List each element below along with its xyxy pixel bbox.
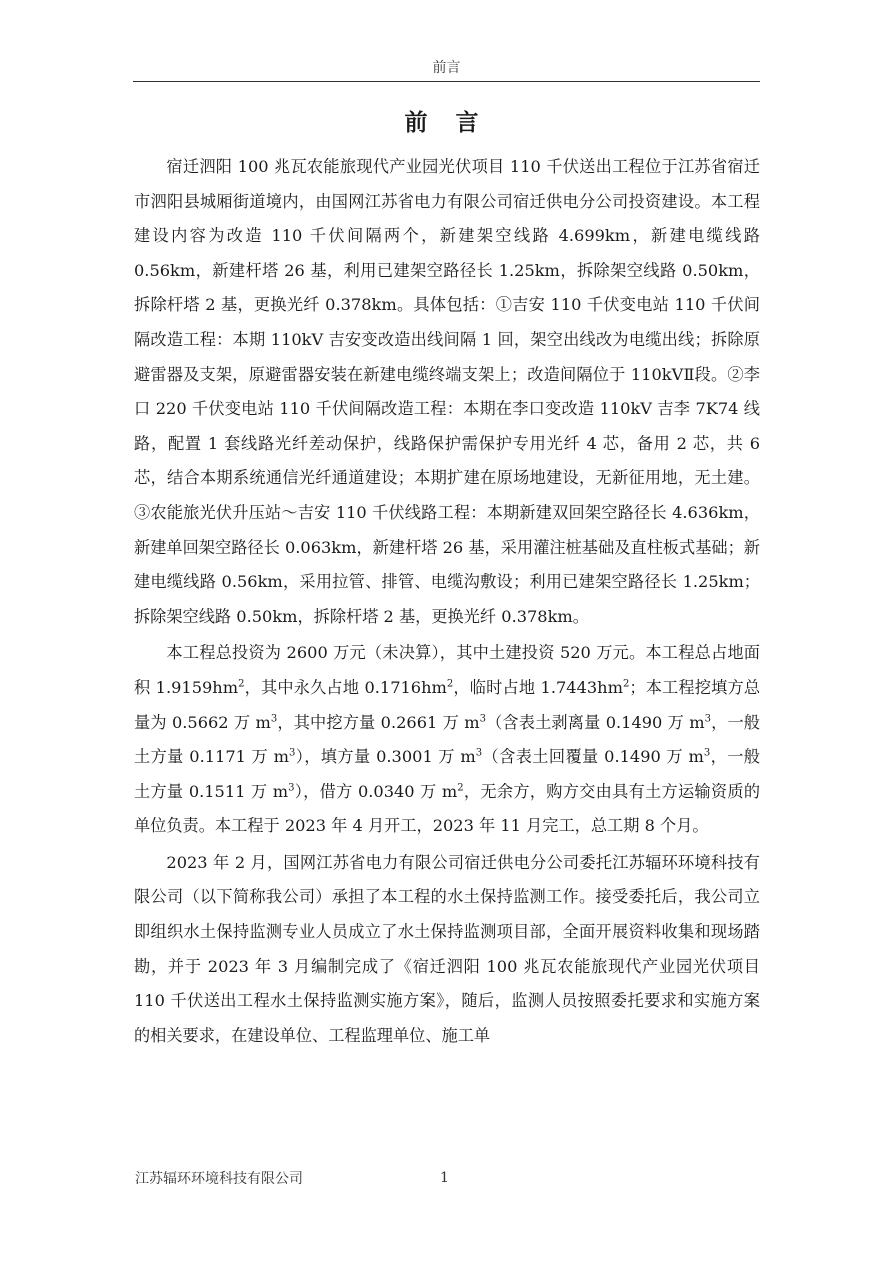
text-segment: （含表土回覆量 0.1490 万 m <box>482 747 704 767</box>
text-segment: ，一般土方量 0.1511 万 m <box>134 747 760 801</box>
superscript: 2 <box>446 678 454 690</box>
superscript: 3 <box>475 747 483 759</box>
text-segment: 本工程总投资为 2600 万元（未决算），其中土建投资 520 万元。本工程总占地面积 1.9159hm <box>134 643 760 697</box>
text-segment: ，无余方，购方交由具有土方运输资质的单位负责。本工程于 2023 年 4 月开工，2023 年 11 月完工，总工期 8 个月。 <box>134 781 761 836</box>
superscript: 3 <box>288 747 296 759</box>
running-header: 前言 <box>432 60 461 76</box>
superscript: 2 <box>457 782 464 794</box>
paragraph-monitoring-commission: 2023 年 2 月，国网江苏省电力有限公司宿迁供电分公司委托江苏辐环环境科技有限公司（以下简称我公司）承担了本工程的水土保持监测工作。接受委托后，我公司立即组织水土保持监测专业人员成立了水土保持监测项目部，全面开展资料收集和现场踏勘，并于 2023 年 3 月编制完成了《宿迁泗阳 100 兆瓦农能旅现代产业园光伏项目 110 千伏送出工程水土保持监测实施方案》，随后，监测人员按照委托要求和实施方案的相关要求，在建设单位、工程监理单位、施工单 <box>134 852 760 1045</box>
header-divider <box>133 81 760 82</box>
text-segment: （含表土剥离量 0.1490 万 m <box>485 712 705 732</box>
document-body <box>134 150 760 1055</box>
text-segment: ，其中挖方量 0.2661 万 m <box>277 712 480 732</box>
paragraph-project-overview: 宿迁泗阳 100 兆瓦农能旅现代产业园光伏项目 110 千伏送出工程位于江苏省宿迁市泗阳县城厢街道境内，由国网江苏省电力有限公司宿迁供电分公司投资建设。本工程建设内容为改造 110 千伏间隔两个，新建架空线路 4.699km，新建电缆线路 0.56km，新建杆塔 26 基，利用已建架空路径长 1.25km，拆除架空线路 0.50km，拆除杆塔 2 基，更换光纤 0.378km。具体包括：①吉安 110 千伏变电站 110 千伏间隔改造工程：本期 110kV 吉安变改造出线间隔 1 回，架空出线改为电缆出线；拆除原避雷器及支架，原避雷器安装在新建电缆终端支架上；改造间隔位于 110kVⅡ段。②李口 220 千伏变电站 110 千伏间隔改造工程：本期在李口变改造 110kV 吉李 7K74 线路，配置 1 套线路光纤差动保护，线路保护需保护专用光纤 4 芯，备用 2 芯，共 6 芯，结合本期系统通信光纤通道建设；本期扩建在原场地建设，无新征用地，无土建。③农能旅光伏升压站～吉安 110 千伏线路工程：本期新建双回架空路径长 4.636km，新建单回架空路径长 0.063km，新建杆塔 26 基，采用灌注桩基础及直柱板式基础；新建电缆线路 0.56km，采用拉管、排管、电缆沟敷设；利用已建架空路径长 1.25km；拆除架空线路 0.50km，拆除杆塔 2 基，更换光纤 0.378km。 <box>134 157 760 626</box>
footer-company: 江苏辐环环境科技有限公司 <box>135 1171 303 1187</box>
superscript: 3 <box>703 747 711 759</box>
superscript: 2 <box>238 678 245 690</box>
text-segment: ，临时占地 1.7443hm <box>453 677 623 697</box>
superscript: 3 <box>270 713 278 725</box>
text-segment: ），填方量 0.3001 万 m <box>295 747 476 767</box>
superscript: 3 <box>479 713 486 725</box>
text-segment: ），借方 0.0340 万 m <box>294 781 458 801</box>
text-segment: ，一般土方量 0.1171 万 m <box>134 712 760 767</box>
superscript: 3 <box>288 782 295 794</box>
section-title: 前 言 <box>404 109 489 136</box>
superscript: 2 <box>622 678 630 690</box>
text-segment: ，其中永久占地 0.1716hm <box>244 677 447 697</box>
paragraph-investment-earthwork <box>134 636 760 844</box>
page-number: 1 <box>440 1170 449 1186</box>
superscript: 3 <box>704 713 711 725</box>
text-segment: ；本工程挖填方总量为 0.5662 万 m <box>134 677 761 732</box>
